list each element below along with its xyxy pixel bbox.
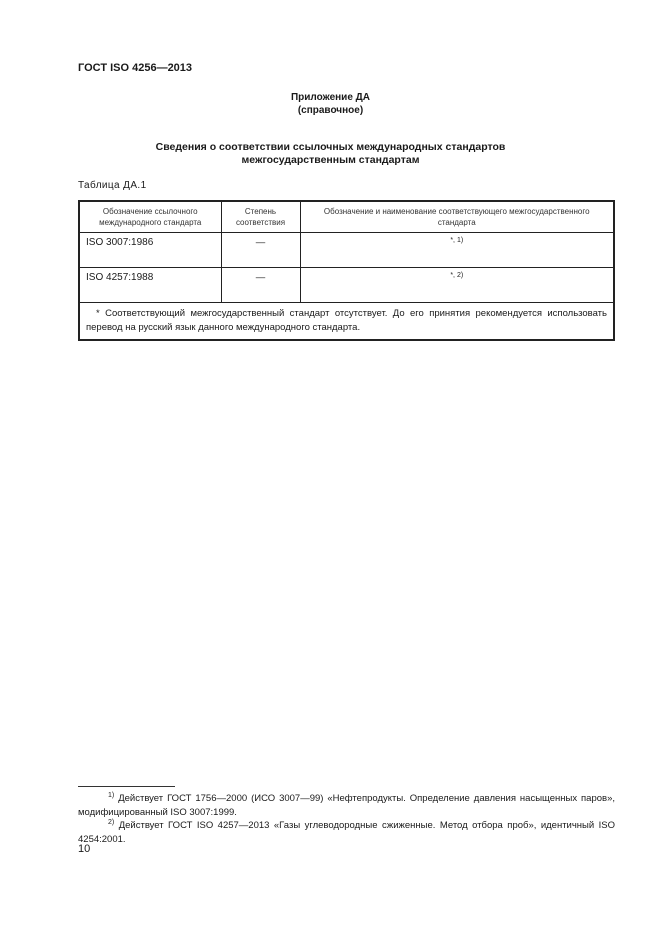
cell-reference: *, 1) [300, 233, 614, 268]
cell-standard-code: ISO 4257:1988 [79, 268, 221, 303]
header-international-standard: Обозначение ссылочного международного стандарта [79, 201, 221, 233]
table-caption: Таблица ДА.1 [78, 180, 147, 191]
footnote-mark: 1) [108, 792, 115, 799]
table-footnote-row [79, 303, 614, 341]
section-title-line-1: Сведения о соответствии ссылочных международных стандартов [155, 141, 506, 153]
cell-standard-code: ISO 3007:1986 [79, 233, 221, 268]
table-header-row [79, 201, 614, 233]
annex-subtitle: (справочное) [297, 105, 364, 116]
cell-degree: — [221, 268, 300, 303]
footnote-separator [78, 786, 175, 787]
document-identifier: ГОСТ ISO 4256—2013 [78, 62, 193, 74]
footnote-text: Действует ГОСТ ISO 4257—2013 «Газы углеводородные сжиженные. Метод отбора проб», идентичный ISO 4254:2001. [78, 820, 616, 846]
annex-title: Приложение ДА [290, 92, 371, 103]
standards-correspondence-table [78, 200, 615, 341]
annex-heading [0, 91, 661, 117]
cell-reference: *, 2) [300, 268, 614, 303]
page-number: 10 [78, 843, 91, 855]
cell-degree: — [221, 233, 300, 268]
page-footnote-2 [78, 816, 615, 847]
footnote-text: Действует ГОСТ 1756—2000 (ИСО 3007—99) «Нефтепродукты. Определение давления насыщенных паров», модифицированный ISO 3007:1999. [78, 793, 616, 819]
table-row [79, 268, 614, 303]
footnote-mark: 2) [108, 819, 115, 826]
section-title-line-2: межгосударственным стандартам [241, 154, 420, 166]
table-row [79, 233, 614, 268]
header-degree-of-correspondence: Степень соответствия [221, 201, 300, 233]
table-footnote-text: * Соответствующий межгосударственный стандарт отсутствует. До его принятия рекомендуется использовать перевод на русский язык данного международного стандарта. [86, 308, 607, 333]
section-title [0, 141, 661, 167]
header-interstate-standard: Обозначение и наименование соответствующего межгосударственного стандарта [300, 201, 614, 233]
table-footnote [79, 303, 614, 341]
